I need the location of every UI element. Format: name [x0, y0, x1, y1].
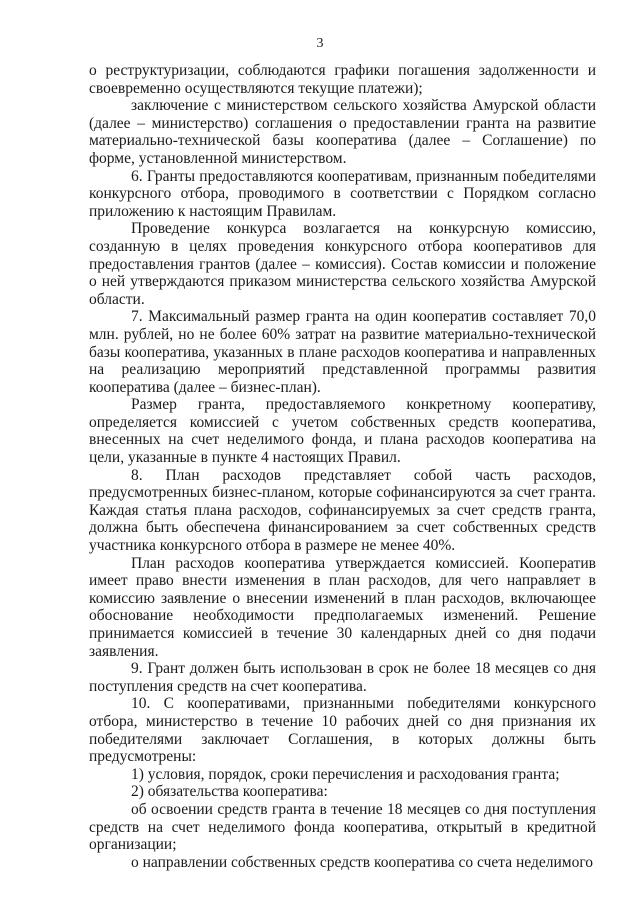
paragraph-competition-commission: Проведение конкурса возлагается на конкурсную комиссию, созданную в целях проведения конкурсного отбора кооперативов для предоставления грантов (далее – комиссия). Состав комиссии и положение о ней утверждаются приказом министерства сельского хозяйства Амурской области.: [89, 220, 596, 308]
paragraph-expense-plan-approval: План расходов кооператива утверждается комиссией. Кооператив имеет право внести изменения в план расходов, для чего направляет в комиссию заявление о внесении изменений в план расходов, включающее обоснование необходимости предполагаемых изменений. Решение принимается комиссией в течение 30 календарных дней со дня подачи заявления.: [89, 554, 596, 660]
paragraph-clause-7: 7. Максимальный размер гранта на один кооператив составляет 70,0 млн. рублей, но не более 60% затрат на развитие материально-технической базы кооператива, указанных в плане расходов кооператива и направленных на реализацию мероприятий представленной программы развития кооператива (далее – бизнес-план).: [89, 308, 596, 396]
paragraph-clause-6: 6. Гранты предоставляются кооперативам, признанным победителями конкурсного отбора, проводимого в соответствии с Порядком согласно приложению к настоящим Правилам.: [89, 167, 596, 220]
paragraph-agreement-conclusion: заключение с министерством сельского хозяйства Амурской области (далее – министерство) соглашения о предоставлении гранта на развитие материально-технической базы кооператива (далее – Соглашение) по форме, установленной министерством.: [89, 97, 596, 167]
paragraph-obligation-own-funds: о направлении собственных средств кооператива со счета неделимого: [131, 853, 594, 871]
paragraph-grant-size: Размер гранта, предоставляемого конкретному кооперативу, определяется комиссией с учетом собственных средств кооператива, внесенных на счет неделимого фонда, и плана расходов кооператива на цели, указанные в пункте 4 настоящих Правил.: [89, 396, 596, 467]
paragraph-clause-9: 9. Грант должен быть использован в срок не более 18 месяцев со дня поступления средств на счет кооператива.: [89, 660, 596, 695]
document-body: [89, 62, 596, 871]
page-number: 3: [316, 36, 324, 51]
paragraph-item-2: 2) обязательства кооператива:: [131, 783, 328, 801]
paragraph-clause-8: 8. План расходов представляет собой часть расходов, предусмотренных бизнес-планом, которые софинансируются за счет гранта. Каждая статья плана расходов, софинансируемых за счет средств гранта, должна быть обеспечена финансированием за счет собственных средств участника конкурсного отбора в размере не менее 40%.: [89, 466, 596, 555]
paragraph-restructuring-continuation: о реструктуризации, соблюдаются графики погашения задолженности и своевременно осуществляются текущие платежи);: [89, 62, 596, 97]
paragraph-obligation-spending: об освоении средств гранта в течение 18 месяцев со дня поступления средств на счет неделимого фонда кооператива, открытый в кредитной организации;: [89, 800, 596, 854]
paragraph-clause-10: 10. С кооперативами, признанными победителями конкурсного отбора, министерство в течение 10 рабочих дней со дня признания их победителями заключает Соглашения, в которых должны быть предусмотрены:: [89, 695, 596, 766]
paragraph-item-1: 1) условия, порядок, сроки перечисления и расходования гранта;: [131, 765, 560, 783]
